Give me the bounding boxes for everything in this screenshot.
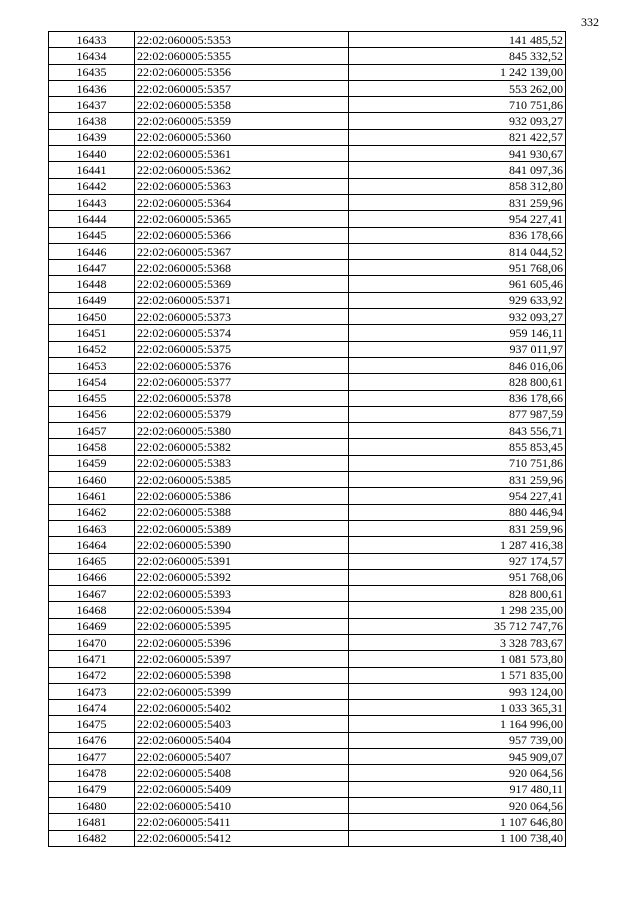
table-row — [49, 488, 566, 504]
row-number-cell: 16436 — [49, 80, 135, 96]
value-cell: 954 227,41 — [349, 488, 566, 504]
row-number-cell: 16463 — [49, 520, 135, 536]
value-cell: 954 227,41 — [349, 211, 566, 227]
row-number-cell: 16452 — [49, 341, 135, 357]
value-cell: 841 097,36 — [349, 162, 566, 178]
table-row — [49, 211, 566, 227]
table-row — [49, 80, 566, 96]
registry-table-body — [49, 32, 566, 847]
cadastral-number-cell: 22:02:060005:5412 — [135, 830, 349, 846]
cadastral-number-cell: 22:02:060005:5383 — [135, 455, 349, 471]
row-number-cell: 16464 — [49, 537, 135, 553]
table-row — [49, 439, 566, 455]
cadastral-number-cell: 22:02:060005:5409 — [135, 781, 349, 797]
row-number-cell: 16438 — [49, 113, 135, 129]
row-number-cell: 16466 — [49, 569, 135, 585]
row-number-cell: 16451 — [49, 325, 135, 341]
table-row — [49, 64, 566, 80]
cadastral-number-cell: 22:02:060005:5353 — [135, 32, 349, 48]
row-number-cell: 16476 — [49, 732, 135, 748]
table-row — [49, 227, 566, 243]
table-row — [49, 113, 566, 129]
table-row — [49, 651, 566, 667]
row-number-cell: 16457 — [49, 423, 135, 439]
cadastral-number-cell: 22:02:060005:5373 — [135, 309, 349, 325]
row-number-cell: 16459 — [49, 455, 135, 471]
value-cell: 877 987,59 — [349, 406, 566, 422]
cadastral-number-cell: 22:02:060005:5404 — [135, 732, 349, 748]
row-number-cell: 16442 — [49, 178, 135, 194]
value-cell: 951 768,06 — [349, 569, 566, 585]
row-number-cell: 16447 — [49, 260, 135, 276]
table-row — [49, 325, 566, 341]
table-row — [49, 455, 566, 471]
cadastral-number-cell: 22:02:060005:5359 — [135, 113, 349, 129]
value-cell: 846 016,06 — [349, 357, 566, 373]
cadastral-number-cell: 22:02:060005:5355 — [135, 48, 349, 64]
cadastral-number-cell: 22:02:060005:5361 — [135, 146, 349, 162]
row-number-cell: 16441 — [49, 162, 135, 178]
table-row — [49, 390, 566, 406]
row-number-cell: 16474 — [49, 700, 135, 716]
row-number-cell: 16469 — [49, 618, 135, 634]
row-number-cell: 16455 — [49, 390, 135, 406]
table-row — [49, 732, 566, 748]
table-row — [49, 423, 566, 439]
cadastral-number-cell: 22:02:060005:5366 — [135, 227, 349, 243]
table-row — [49, 618, 566, 634]
row-number-cell: 16473 — [49, 683, 135, 699]
row-number-cell: 16433 — [49, 32, 135, 48]
table-row — [49, 634, 566, 650]
value-cell: 855 853,45 — [349, 439, 566, 455]
table-row — [49, 504, 566, 520]
table-row — [49, 667, 566, 683]
cadastral-number-cell: 22:02:060005:5364 — [135, 194, 349, 210]
row-number-cell: 16467 — [49, 586, 135, 602]
value-cell: 1 242 139,00 — [349, 64, 566, 80]
row-number-cell: 16449 — [49, 292, 135, 308]
value-cell: 845 332,52 — [349, 48, 566, 64]
value-cell: 1 298 235,00 — [349, 602, 566, 618]
row-number-cell: 16472 — [49, 667, 135, 683]
value-cell: 932 093,27 — [349, 113, 566, 129]
value-cell: 828 800,61 — [349, 586, 566, 602]
table-row — [49, 749, 566, 765]
cadastral-number-cell: 22:02:060005:5385 — [135, 472, 349, 488]
registry-table — [48, 31, 566, 847]
cadastral-number-cell: 22:02:060005:5360 — [135, 129, 349, 145]
value-cell: 821 422,57 — [349, 129, 566, 145]
cadastral-number-cell: 22:02:060005:5396 — [135, 634, 349, 650]
row-number-cell: 16458 — [49, 439, 135, 455]
cadastral-number-cell: 22:02:060005:5363 — [135, 178, 349, 194]
value-cell: 941 930,67 — [349, 146, 566, 162]
table-row — [49, 260, 566, 276]
cadastral-number-cell: 22:02:060005:5380 — [135, 423, 349, 439]
cadastral-number-cell: 22:02:060005:5362 — [135, 162, 349, 178]
value-cell: 141 485,52 — [349, 32, 566, 48]
table-row — [49, 374, 566, 390]
value-cell: 917 480,11 — [349, 781, 566, 797]
value-cell: 920 064,56 — [349, 765, 566, 781]
table-row — [49, 602, 566, 618]
value-cell: 959 146,11 — [349, 325, 566, 341]
value-cell: 1 107 646,80 — [349, 814, 566, 830]
value-cell: 710 751,86 — [349, 455, 566, 471]
cadastral-number-cell: 22:02:060005:5374 — [135, 325, 349, 341]
table-row — [49, 243, 566, 259]
row-number-cell: 16480 — [49, 797, 135, 813]
row-number-cell: 16454 — [49, 374, 135, 390]
value-cell: 858 312,80 — [349, 178, 566, 194]
row-number-cell: 16435 — [49, 64, 135, 80]
value-cell: 828 800,61 — [349, 374, 566, 390]
value-cell: 880 446,94 — [349, 504, 566, 520]
cadastral-number-cell: 22:02:060005:5398 — [135, 667, 349, 683]
table-row — [49, 309, 566, 325]
row-number-cell: 16475 — [49, 716, 135, 732]
cadastral-number-cell: 22:02:060005:5410 — [135, 797, 349, 813]
row-number-cell: 16448 — [49, 276, 135, 292]
value-cell: 1 100 738,40 — [349, 830, 566, 846]
cadastral-number-cell: 22:02:060005:5393 — [135, 586, 349, 602]
value-cell: 831 259,96 — [349, 520, 566, 536]
value-cell: 993 124,00 — [349, 683, 566, 699]
cadastral-number-cell: 22:02:060005:5378 — [135, 390, 349, 406]
cadastral-number-cell: 22:02:060005:5357 — [135, 80, 349, 96]
value-cell: 831 259,96 — [349, 472, 566, 488]
cadastral-number-cell: 22:02:060005:5382 — [135, 439, 349, 455]
value-cell: 951 768,06 — [349, 260, 566, 276]
table-row — [49, 129, 566, 145]
value-cell: 957 739,00 — [349, 732, 566, 748]
row-number-cell: 16446 — [49, 243, 135, 259]
cadastral-number-cell: 22:02:060005:5403 — [135, 716, 349, 732]
row-number-cell: 16460 — [49, 472, 135, 488]
cadastral-number-cell: 22:02:060005:5371 — [135, 292, 349, 308]
table-row — [49, 178, 566, 194]
value-cell: 961 605,46 — [349, 276, 566, 292]
table-row — [49, 146, 566, 162]
value-cell: 831 259,96 — [349, 194, 566, 210]
table-row — [49, 683, 566, 699]
cadastral-number-cell: 22:02:060005:5391 — [135, 553, 349, 569]
row-number-cell: 16468 — [49, 602, 135, 618]
table-row — [49, 472, 566, 488]
cadastral-number-cell: 22:02:060005:5407 — [135, 749, 349, 765]
row-number-cell: 16440 — [49, 146, 135, 162]
table-row — [49, 830, 566, 846]
table-row — [49, 586, 566, 602]
value-cell: 836 178,66 — [349, 390, 566, 406]
row-number-cell: 16437 — [49, 97, 135, 113]
value-cell: 710 751,86 — [349, 97, 566, 113]
value-cell: 1 033 365,31 — [349, 700, 566, 716]
value-cell: 932 093,27 — [349, 309, 566, 325]
row-number-cell: 16462 — [49, 504, 135, 520]
row-number-cell: 16482 — [49, 830, 135, 846]
table-row — [49, 520, 566, 536]
cadastral-number-cell: 22:02:060005:5386 — [135, 488, 349, 504]
row-number-cell: 16450 — [49, 309, 135, 325]
cadastral-number-cell: 22:02:060005:5395 — [135, 618, 349, 634]
table-row — [49, 406, 566, 422]
row-number-cell: 16444 — [49, 211, 135, 227]
row-number-cell: 16453 — [49, 357, 135, 373]
value-cell: 836 178,66 — [349, 227, 566, 243]
table-row — [49, 781, 566, 797]
table-row — [49, 700, 566, 716]
cadastral-number-cell: 22:02:060005:5377 — [135, 374, 349, 390]
cadastral-number-cell: 22:02:060005:5379 — [135, 406, 349, 422]
cadastral-number-cell: 22:02:060005:5389 — [135, 520, 349, 536]
cadastral-number-cell: 22:02:060005:5369 — [135, 276, 349, 292]
table-row — [49, 797, 566, 813]
row-number-cell: 16477 — [49, 749, 135, 765]
value-cell: 1 287 416,38 — [349, 537, 566, 553]
value-cell: 553 262,00 — [349, 80, 566, 96]
row-number-cell: 16439 — [49, 129, 135, 145]
row-number-cell: 16461 — [49, 488, 135, 504]
row-number-cell: 16456 — [49, 406, 135, 422]
value-cell: 843 556,71 — [349, 423, 566, 439]
row-number-cell: 16470 — [49, 634, 135, 650]
row-number-cell: 16465 — [49, 553, 135, 569]
cadastral-number-cell: 22:02:060005:5375 — [135, 341, 349, 357]
page-number: 332 — [581, 15, 599, 29]
cadastral-number-cell: 22:02:060005:5392 — [135, 569, 349, 585]
table-row — [49, 716, 566, 732]
cadastral-number-cell: 22:02:060005:5367 — [135, 243, 349, 259]
row-number-cell: 16471 — [49, 651, 135, 667]
table-row — [49, 32, 566, 48]
cadastral-number-cell: 22:02:060005:5397 — [135, 651, 349, 667]
cadastral-number-cell: 22:02:060005:5390 — [135, 537, 349, 553]
cadastral-number-cell: 22:02:060005:5411 — [135, 814, 349, 830]
cadastral-number-cell: 22:02:060005:5399 — [135, 683, 349, 699]
value-cell: 1 571 835,00 — [349, 667, 566, 683]
value-cell: 927 174,57 — [349, 553, 566, 569]
row-number-cell: 16434 — [49, 48, 135, 64]
value-cell: 3 328 783,67 — [349, 634, 566, 650]
row-number-cell: 16478 — [49, 765, 135, 781]
table-row — [49, 97, 566, 113]
table-row — [49, 814, 566, 830]
value-cell: 35 712 747,76 — [349, 618, 566, 634]
row-number-cell: 16481 — [49, 814, 135, 830]
table-row — [49, 357, 566, 373]
cadastral-number-cell: 22:02:060005:5394 — [135, 602, 349, 618]
row-number-cell: 16479 — [49, 781, 135, 797]
cadastral-number-cell: 22:02:060005:5388 — [135, 504, 349, 520]
table-row — [49, 276, 566, 292]
row-number-cell: 16443 — [49, 194, 135, 210]
value-cell: 929 633,92 — [349, 292, 566, 308]
table-row — [49, 162, 566, 178]
cadastral-number-cell: 22:02:060005:5408 — [135, 765, 349, 781]
cadastral-number-cell: 22:02:060005:5368 — [135, 260, 349, 276]
row-number-cell: 16445 — [49, 227, 135, 243]
cadastral-number-cell: 22:02:060005:5376 — [135, 357, 349, 373]
value-cell: 937 011,97 — [349, 341, 566, 357]
value-cell: 814 044,52 — [349, 243, 566, 259]
cadastral-number-cell: 22:02:060005:5402 — [135, 700, 349, 716]
table-row — [49, 194, 566, 210]
cadastral-number-cell: 22:02:060005:5356 — [135, 64, 349, 80]
value-cell: 1 081 573,80 — [349, 651, 566, 667]
value-cell: 1 164 996,00 — [349, 716, 566, 732]
cadastral-number-cell: 22:02:060005:5358 — [135, 97, 349, 113]
value-cell: 920 064,56 — [349, 797, 566, 813]
table-row — [49, 537, 566, 553]
cadastral-number-cell: 22:02:060005:5365 — [135, 211, 349, 227]
table-row — [49, 765, 566, 781]
table-row — [49, 569, 566, 585]
table-row — [49, 553, 566, 569]
table-row — [49, 341, 566, 357]
table-row — [49, 48, 566, 64]
value-cell: 945 909,07 — [349, 749, 566, 765]
table-row — [49, 292, 566, 308]
